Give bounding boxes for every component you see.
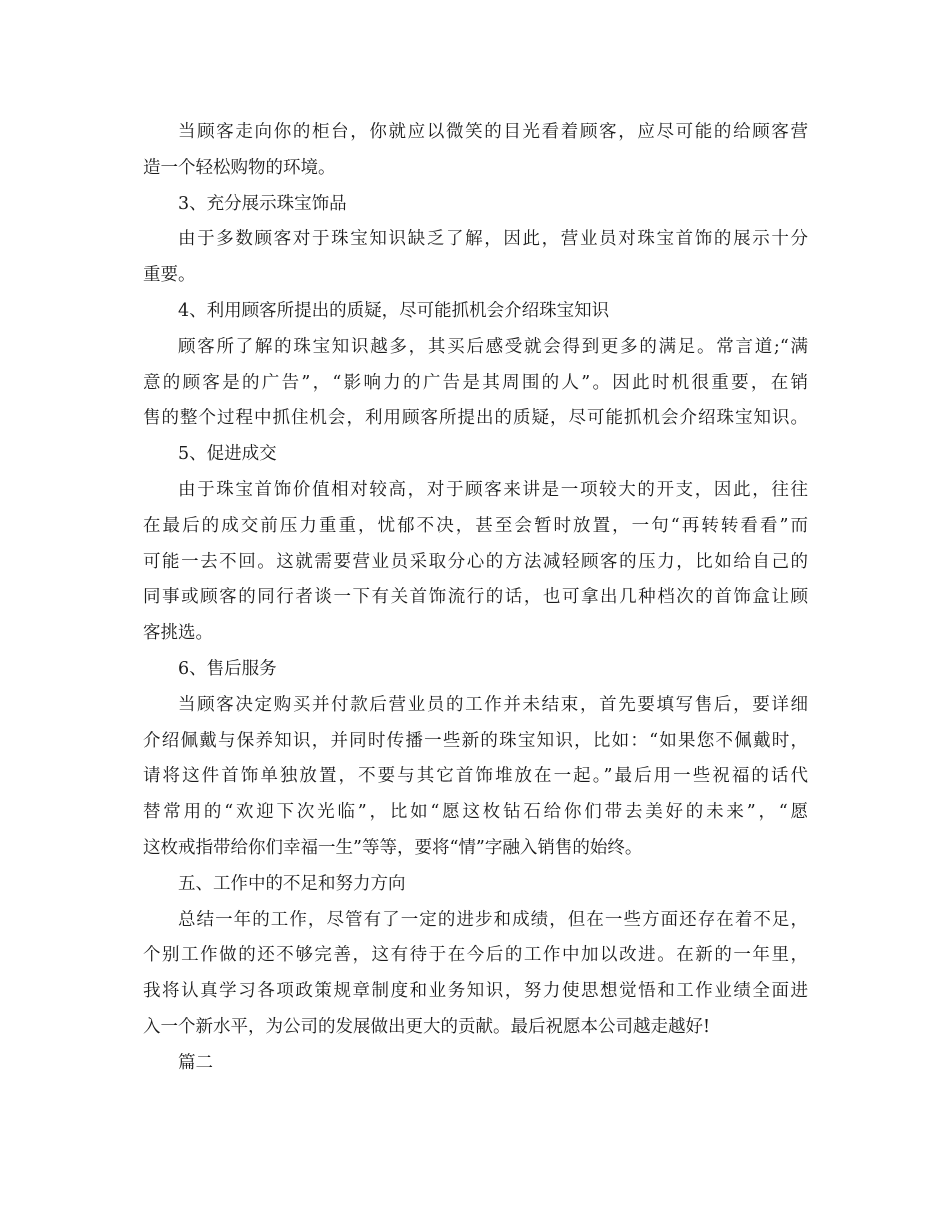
section-heading: 五、工作中的不足和努力方向 (178, 873, 406, 894)
paragraph-line: 当顾客决定购买并付款后营业员的工作并未结束，首先要填写售后，要详细 (178, 694, 808, 715)
paragraph-line: 这枚戒指带给你们幸福一生”等等，要将“情”字融入销售的始终。 (143, 837, 643, 858)
paragraph-line: 介绍佩戴与保养知识，并同时传播一些新的珠宝知识，比如：“如果您不佩戴时， (143, 730, 808, 751)
paragraph-line: 顾客所了解的珠宝知识越多，其买后感受就会得到更多的满足。常言道;“满 (178, 336, 808, 357)
section-heading: 篇二 (178, 1052, 213, 1073)
paragraph-line: 意的顾客是的广告”，“影响力的广告是其周围的人”。因此时机很重要，在销 (143, 372, 808, 393)
paragraph-line: 在最后的成交前压力重重，忧郁不决，甚至会暂时放置，一句“再转转看看”而 (143, 515, 808, 536)
paragraph-line: 造一个轻松购物的环境。 (143, 157, 336, 178)
paragraph-line: 由于多数顾客对于珠宝知识缺乏了解，因此，营业员对珠宝首饰的展示十分 (178, 229, 808, 250)
paragraph-line: 由于珠宝首饰价值相对较高，对于顾客来讲是一项较大的开支，因此，往往 (178, 479, 808, 500)
paragraph-line: 个别工作做的还不够完善，这有待于在今后的工作中加以改进。在新的一年里， (143, 945, 808, 966)
paragraph-line: 请将这件首饰单独放置，不要与其它首饰堆放在一起。”最后用一些祝福的话代 (143, 766, 808, 787)
paragraph-line: 总结一年的工作，尽管有了一定的进步和成绩，但在一些方面还存在着不足， (178, 909, 808, 930)
document-body (143, 115, 808, 1082)
section-heading: 4、利用顾客所提出的质疑，尽可能抓机会介绍珠宝知识 (178, 300, 610, 321)
paragraph-line: 可能一去不回。这就需要营业员采取分心的方法减轻顾客的压力，比如给自己的 (143, 551, 808, 572)
paragraph-line: 替常用的“欢迎下次光临”，比如“愿这枚钻石给你们带去美好的未来”，“愿 (143, 802, 808, 823)
paragraph-line: 售的整个过程中抓住机会，利用顾客所提出的质疑，尽可能抓机会介绍珠宝知识。 (143, 408, 808, 429)
paragraph-line: 重要。 (143, 265, 196, 286)
section-heading: 5、促进成交 (178, 444, 277, 465)
paragraph-line: 当顾客走向你的柜台，你就应以微笑的目光看着顾客，应尽可能的给顾客营 (178, 122, 808, 142)
section-heading: 3、充分展示珠宝饰品 (178, 193, 347, 214)
paragraph-line: 同事或顾客的同行者谈一下有关首饰流行的话，也可拿出几种档次的首饰盒让顾 (143, 587, 808, 608)
section-heading: 6、售后服务 (178, 658, 277, 679)
paragraph-line: 入一个新水平，为公司的发展做出更大的贡献。最后祝愿本公司越走越好! (143, 1016, 711, 1037)
paragraph-line: 客挑选。 (143, 623, 213, 644)
paragraph-line: 我将认真学习各项政策规章制度和业务知识，努力使思想觉悟和工作业绩全面进 (143, 981, 808, 1002)
